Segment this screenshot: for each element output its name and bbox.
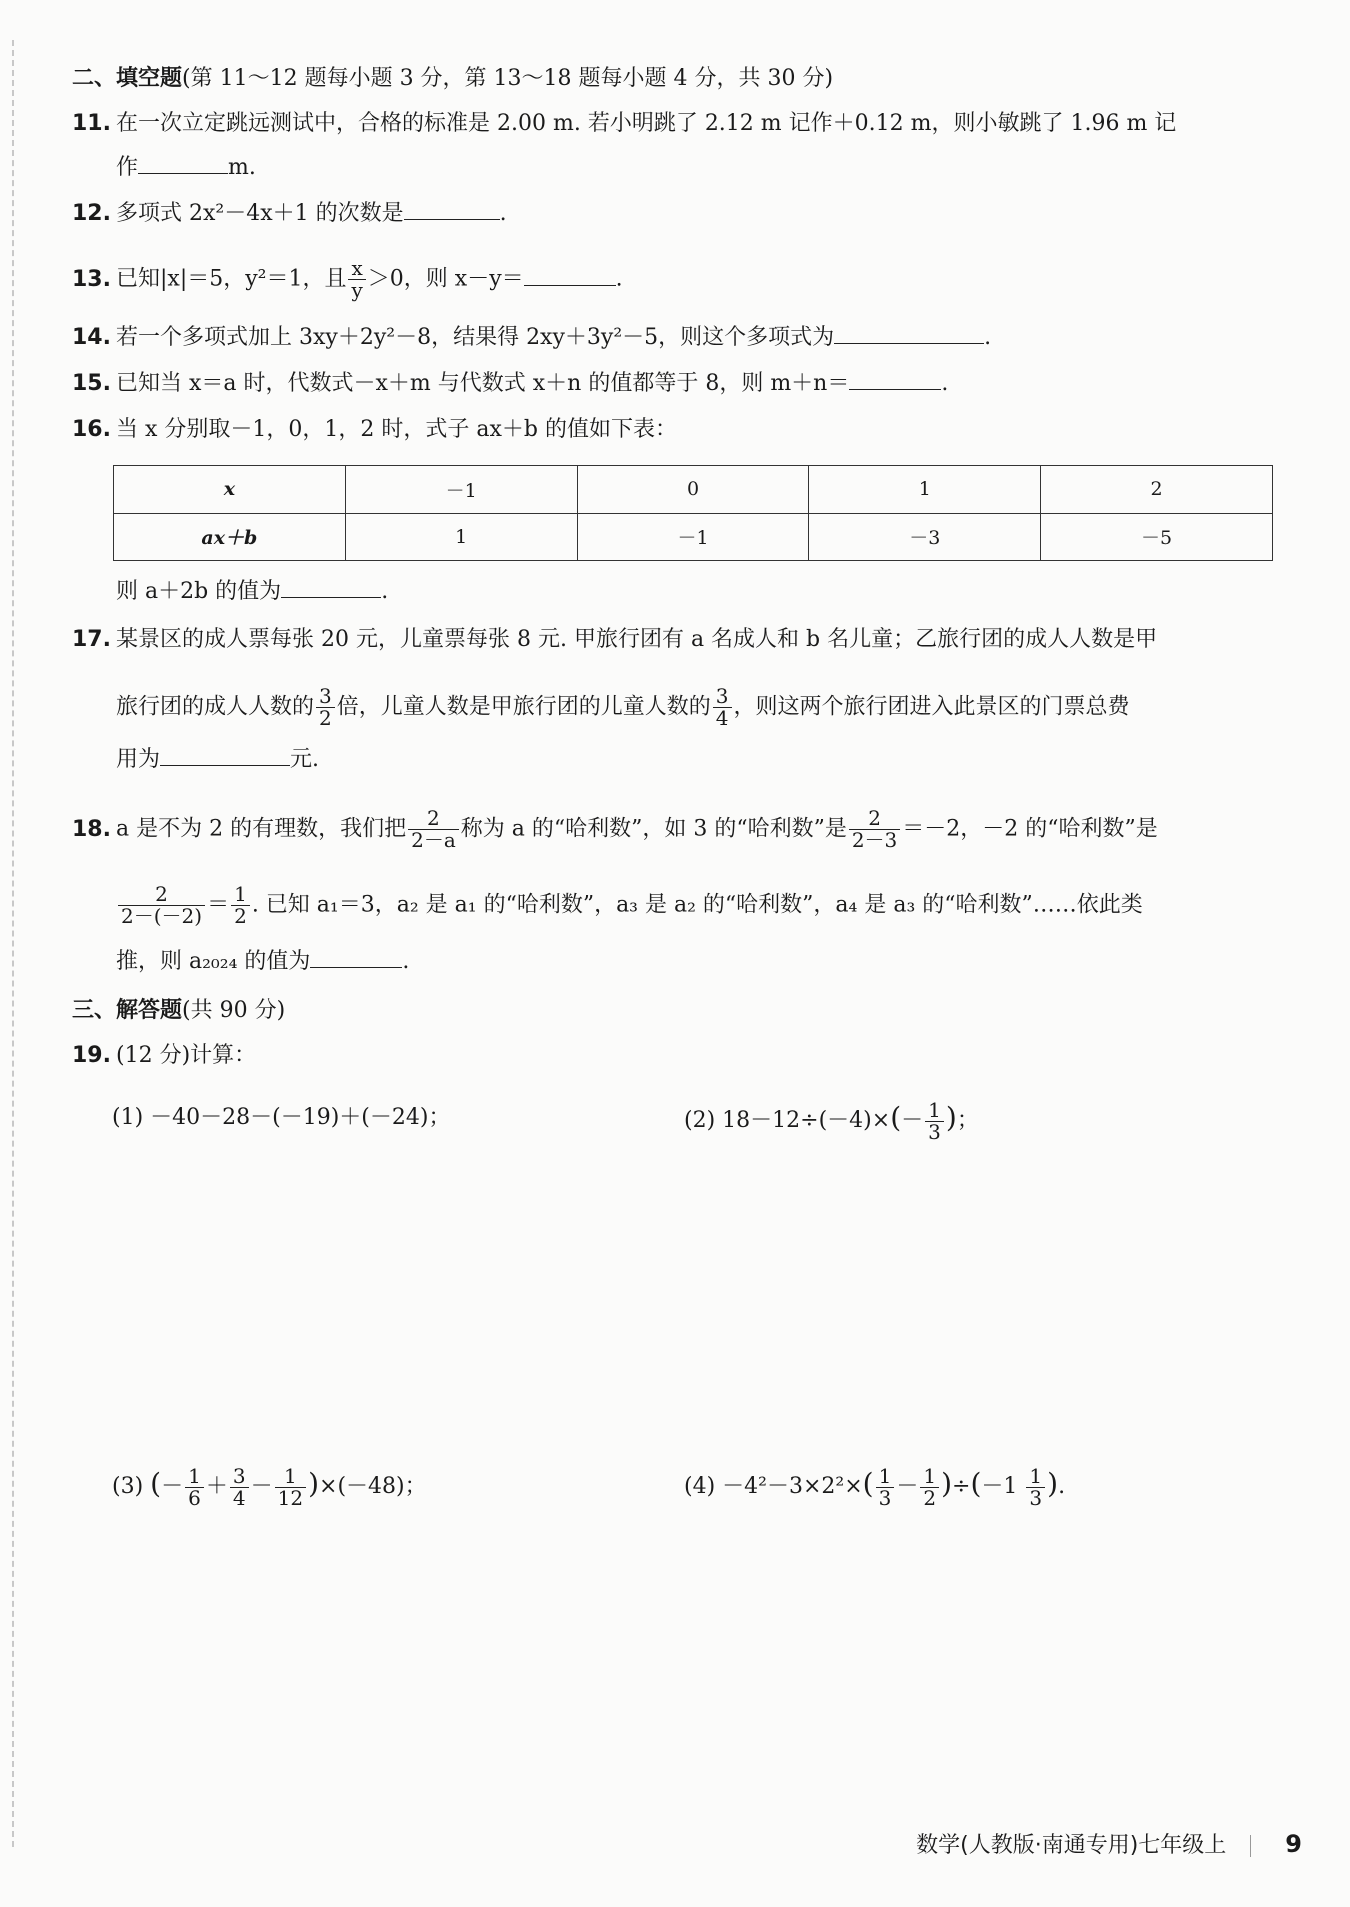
question-text: ，则这两个旅行团进入此景区的门票总费 [733,694,1130,720]
question-number: 19. [72,1043,111,1068]
section-title: 三、解答题 [72,997,183,1023]
answer-blank[interactable] [310,947,402,968]
denominator: y [351,278,363,302]
question-text: ÷ [952,1474,971,1499]
numerator: 2 [408,808,459,830]
question-text: 已知|x|＝5，y²＝1，且 [116,266,347,292]
numerator: 1 [231,884,250,906]
question-number: 18. [72,816,111,842]
question-number: 11. [72,111,111,136]
question-number: 14. [72,325,111,350]
table-cell: 2 [1041,466,1273,514]
numerator: 1 [925,1100,944,1122]
question-19 [72,1040,1272,1072]
table-cell: －5 [1041,513,1273,561]
question-text: ＝ [207,892,230,918]
question-12 [72,198,1272,230]
page-number: 9 [1285,1830,1302,1858]
question-text: 某景区的成人票每张 20 元，儿童票每张 8 元. 甲旅行团有 a 名成人和 b 名儿童；乙旅行团的成人人数是甲 [116,627,1158,652]
fraction [876,1463,895,1510]
question-text: 已知当 x＝a 时，代数式－x＋m 与代数式 x＋n 的值都等于 8，则 m＋n＝ [116,371,850,396]
table-header-cell: x [114,466,346,514]
denominator: 2 [234,904,247,928]
fraction [118,884,205,927]
value-table [113,465,1273,561]
question-text: 多项式 2x²－4x＋1 的次数是 [116,201,404,226]
question-text: 作 [116,155,139,180]
answer-blank[interactable] [138,153,228,174]
denominator: 3 [928,1119,941,1144]
question-number: 13. [72,266,111,292]
fraction [348,258,365,301]
numerator: 2 [849,808,900,830]
numerator: 2 [118,884,205,906]
book-title: 数学(人教版·南通专用)七年级上 [916,1833,1227,1858]
denominator: 2－(－2) [121,904,203,928]
question-17 [72,624,1272,656]
fraction [275,1463,306,1510]
fraction [231,884,250,927]
fraction [925,1097,944,1144]
period: . [381,579,389,604]
fraction [849,808,900,851]
question-text: 旅行团的成人人数的 [116,694,315,720]
numerator: 3 [713,686,732,708]
fraction [230,1463,249,1510]
fraction [713,686,732,729]
denominator: 3 [1029,1485,1043,1510]
period: . [984,325,992,350]
footer-divider [1250,1835,1251,1857]
section-2-heading [72,62,1272,95]
question-text: 若一个多项式加上 3xy＋2y²－8，结果得 2xy＋3y²－5，则这个多项式为 [116,325,835,350]
table-row [114,513,1273,561]
numerator: 1 [920,1466,939,1488]
answer-blank[interactable] [160,745,290,766]
question-text: 元. [290,747,320,772]
fraction [1026,1463,1045,1510]
question-text: 当 x 分别取－1，0，1，2 时，式子 ax＋b 的值如下表： [116,417,677,442]
question-16 [72,414,1272,446]
table-cell: 1 [345,513,577,561]
question-17-line2 [72,686,1316,729]
numerator: 3 [230,1466,249,1488]
answer-blank[interactable] [404,199,500,220]
fraction [920,1463,939,1510]
numerator: 3 [316,686,335,708]
table-cell: －1 [577,513,809,561]
table-cell: 0 [577,466,809,514]
table-cell: 1 [809,466,1041,514]
page-footer [916,1828,1302,1859]
denominator: 4 [232,1485,246,1510]
numerator: 1 [876,1466,895,1488]
denominator: 3 [878,1485,892,1510]
numerator: 1 [185,1466,204,1488]
section-note: (第 11～12 题每小题 3 分，第 13～18 题每小题 4 分，共 30 分) [182,66,834,91]
table-cell: －1 [345,466,577,514]
denominator: 12 [277,1485,304,1510]
question-14 [72,322,1272,354]
period: . [1058,1474,1066,1499]
question-text: m. [228,155,256,180]
period: . [615,266,623,292]
section-note: (共 90 分) [182,998,286,1023]
answer-blank[interactable] [524,265,616,286]
fraction [185,1463,204,1510]
answer-blank[interactable] [849,369,941,390]
subquestion-1 [112,1098,450,1138]
period: . [941,371,949,396]
subquestion-2: (2) 18－12÷(－4)×(－ $\frac{1}{3}$ )； [684,1097,979,1144]
question-text: 推，则 a₂₀₂₄ 的值为 [116,949,311,974]
denominator: 2－3 [851,828,898,852]
period: . [402,949,410,974]
binding-margin-line [12,40,14,1847]
question-text: 称为 a 的“哈利数”，如 3 的“哈利数”是 [460,816,847,842]
fraction [408,808,459,851]
denominator: 2 [923,1485,937,1510]
table-header-cell: ax＋b [114,513,346,561]
answer-blank[interactable] [834,323,984,344]
question-text: (4) －4²－3×2²× [684,1474,863,1499]
question-16-after [72,576,1316,608]
question-text: ＞0，则 x－y＝ [367,266,524,292]
subquestion-4: (4) －4²－3×2²×( $\frac{1}{3}$ － $\frac{1}{2}$ )÷(－1 $\frac{1}{3}$ ). [684,1463,1066,1510]
question-text: 则 a＋2b 的值为 [116,579,282,604]
subquestion-3: (3) (－ $\frac{1}{6}$ ＋ $\frac{3}{4}$ － $\frac{1}{12}$ )×(－48)； [112,1463,427,1510]
table-cell: －3 [809,513,1041,561]
question-text: ×(－48)； [319,1474,427,1499]
denominator: 2－a [411,828,456,852]
question-15 [72,368,1272,400]
question-13 [72,258,1272,301]
numerator: 1 [275,1466,306,1488]
denominator: 4 [715,706,729,730]
question-number: 12. [72,201,111,226]
numerator: x [348,258,365,280]
period: . [499,201,507,226]
section-3-heading [72,994,1272,1027]
question-11-line2 [72,152,1316,184]
question-number: 17. [72,627,111,652]
question-17-line3 [72,744,1316,776]
answer-blank[interactable] [281,577,381,598]
question-number: 15. [72,371,111,396]
question-text: ＝－2，－2 的“哈利数”是 [902,816,1158,842]
question-text: (3) [112,1474,144,1499]
question-18 [72,808,1272,851]
question-text: (1) －40－28－(－19)＋(－24)； [112,1105,451,1130]
denominator: 2 [319,706,332,730]
question-18-line2 [72,884,1316,927]
question-text: 在一次立定跳远测试中，合格的标准是 2.00 m. 若小明跳了 2.12 m 记作＋0.12 m，则小敏跳了 1.96 m 记 [116,111,1177,136]
numerator: 1 [1026,1466,1045,1488]
question-text: 用为 [116,747,161,772]
denominator: 6 [188,1485,201,1510]
question-text: 倍，儿童人数是甲旅行团的儿童人数的 [336,694,711,720]
section-title: 二、填空题 [72,65,183,91]
question-18-line3 [72,946,1316,978]
question-text: (2) 18－12÷(－4)× [684,1108,891,1133]
table-row [114,466,1273,514]
question-text: a 是不为 2 的有理数，我们把 [116,816,407,842]
question-11 [72,108,1272,140]
question-text: (12 分)计算： [116,1043,257,1068]
question-text: . 已知 a₁＝3，a₂ 是 a₁ 的“哈利数”，a₃ 是 a₂ 的“哈利数”，a₄ 是 a₃ 的“哈利数”……依此类 [251,892,1143,918]
question-number: 16. [72,417,111,442]
fraction [316,686,335,729]
